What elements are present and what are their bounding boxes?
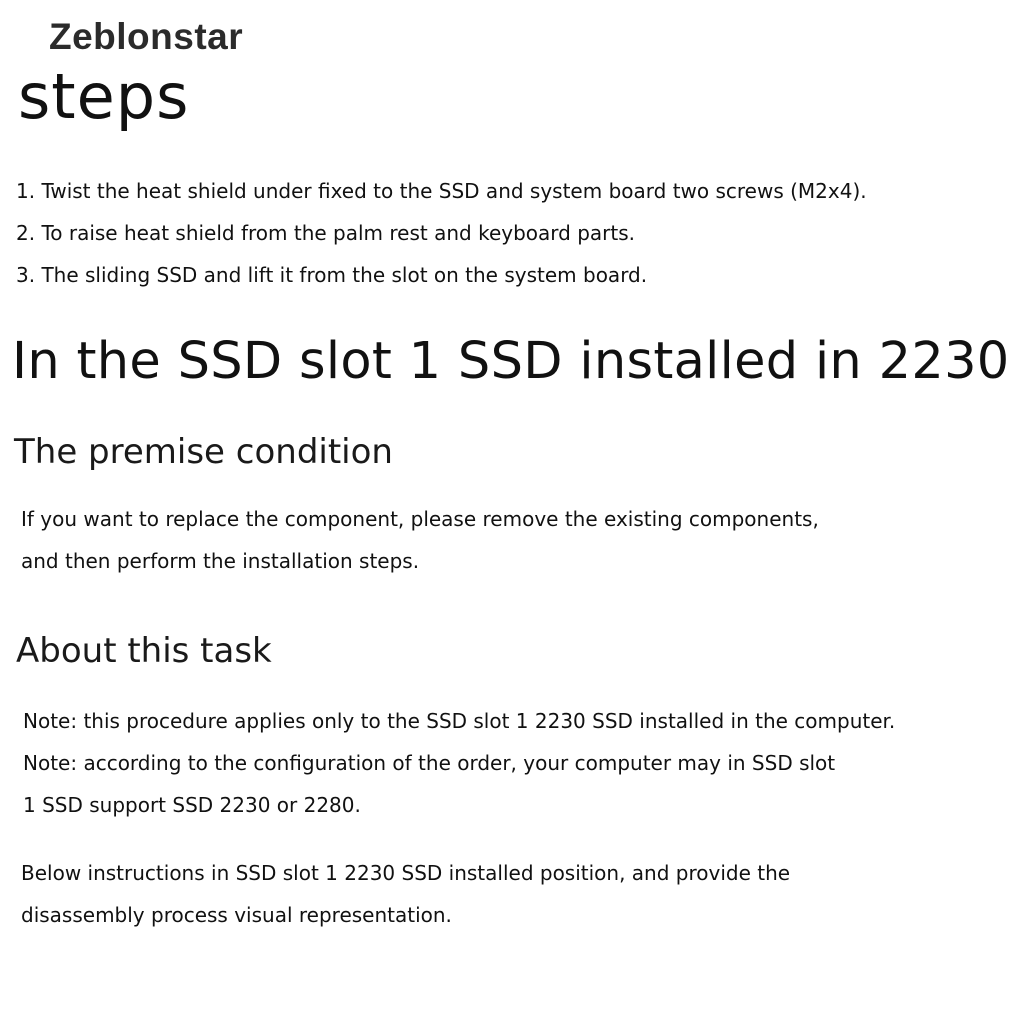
task-notes bbox=[23, 700, 895, 826]
below-line-1: Below instructions in SSD slot 1 2230 SSD installed position, and provide the bbox=[21, 861, 791, 885]
premise-heading: The premise condition bbox=[14, 432, 393, 472]
step-item-3: 3. The sliding SSD and lift it from the slot on the system board. bbox=[16, 263, 648, 287]
note-line-2: Note: according to the configuration of the order, your computer may in SSD slot bbox=[23, 751, 836, 775]
step-item-2: 2. To raise heat shield from the palm rest and keyboard parts. bbox=[16, 221, 636, 245]
section-title: In the SSD slot 1 SSD installed in 2230 bbox=[12, 332, 1010, 391]
note-line-3: 1 SSD support SSD 2230 or 2280. bbox=[23, 793, 361, 817]
brand-logo-text: Zeblonstar bbox=[49, 16, 244, 57]
below-line-2: disassembly process visual representation. bbox=[21, 903, 452, 927]
task-heading: About this task bbox=[16, 631, 272, 671]
step-item-1: 1. Twist the heat shield under fixed to the SSD and system board two screws (M2x4). bbox=[16, 179, 867, 203]
premise-line-1: If you want to replace the component, please remove the existing components, bbox=[21, 507, 819, 531]
steps-list bbox=[16, 176, 867, 302]
premise-line-2: and then perform the installation steps. bbox=[21, 549, 420, 573]
note-line-1: Note: this procedure applies only to the SSD slot 1 2230 SSD installed in the computer. bbox=[23, 709, 896, 733]
premise-paragraph bbox=[21, 498, 819, 582]
steps-heading: steps bbox=[18, 60, 190, 133]
below-instructions bbox=[21, 852, 790, 936]
